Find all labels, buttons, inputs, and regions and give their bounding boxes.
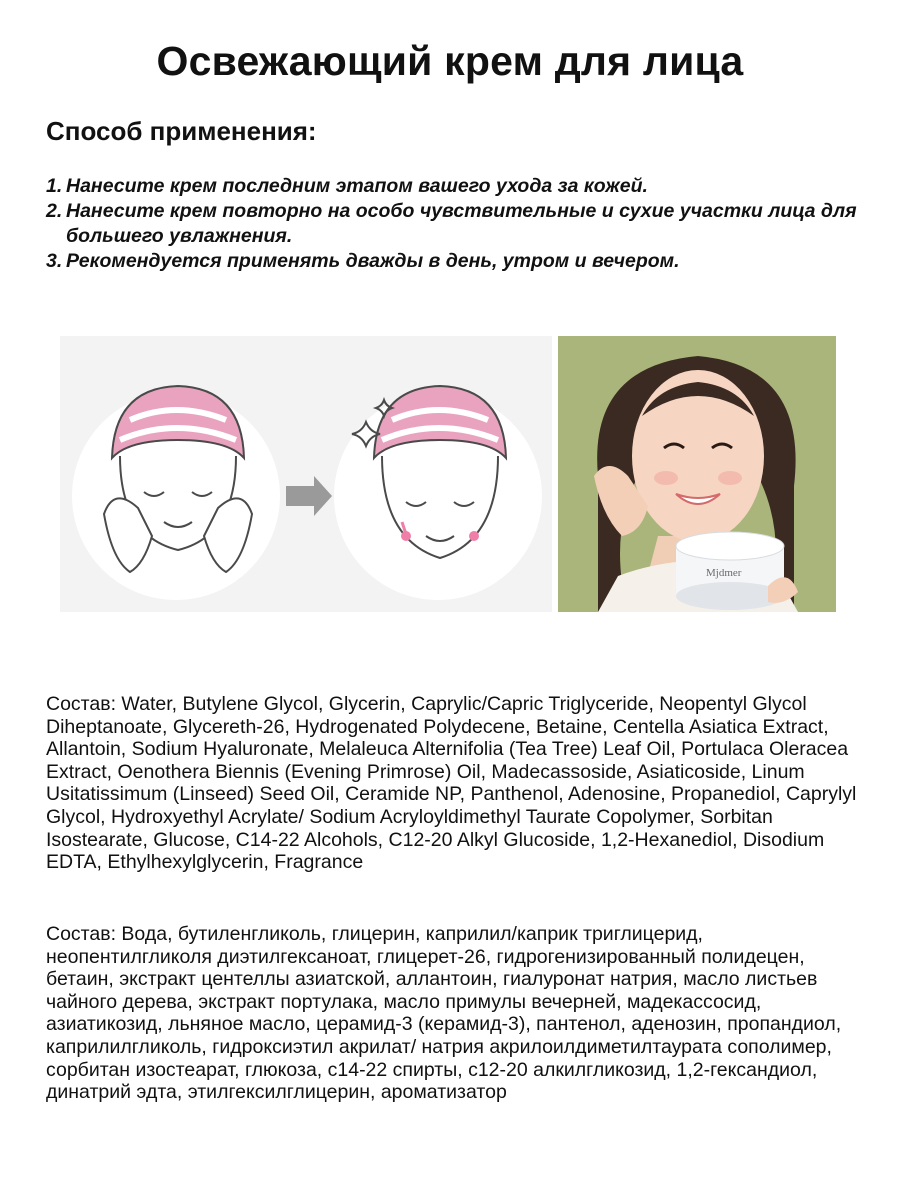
step-text: Нанесите крем повторно на особо чувствительные и сухие участки лица для большего увлажнения.: [66, 200, 857, 247]
page-title: Освежающий крем для лица: [156, 38, 744, 84]
jar-label: Mjdmer: [706, 567, 742, 579]
face-with-hands-illustration: [72, 386, 280, 600]
step-number: 1.: [46, 175, 63, 197]
usage-step: [46, 199, 866, 249]
refreshed-face-illustration: [334, 386, 542, 600]
usage-step: [46, 174, 866, 199]
step-number: 3.: [46, 250, 63, 272]
step-text: Рекомендуется применять дважды в день, утром и вечером.: [66, 250, 680, 272]
step-number: 2.: [46, 200, 63, 222]
usage-step: [46, 249, 866, 274]
model-photo: [558, 336, 836, 612]
ingredients-english: Состав: Water, Butylene Glycol, Glycerin, Caprylic/Capric Triglyceride, Neopentyl Glycol Diheptanoate, Glycereth-26, Hydrogenated Polydecene, Betaine, Centella Asiatica Extract, Allantoin, Sodium Hyaluronate, Melaleuca Alternifolia (Tea Tree) Leaf Oil, Portulaca Oleracea Extract, Oenothera Biennis (Evening Primrose) Oil, Madecassoside, Asiaticoside, Linum Usitatissimum (Linseed) Seed Oil, Ceramide NP, Panthenol, Adenosine, Propanediol, Caprylyl Glycol, Hydroxyethyl Acrylate/ Sodium Acryloyldimethyl Taurate Copolymer, Sorbitan Isostearate, Glucose, C14-22 Alcohols, C12-20 Alkyl Glucoside, 1,2-Hexanediol, Disodium EDTA, Ethylhexylglycerin, Fragrance: [46, 693, 857, 874]
ingredients-russian: Состав: Вода, бутиленгликоль, глицерин, каприлил/каприк триглицерид, неопентилгликоля диэтилгексаноат, глицерет-26, гидрогенизированный полидецен, бетаин, экстракт центеллы азиатской, аллантоин, гиалуронат натрия, масло листьев чайного дерева, экстракт портулака, масло примулы вечерней, мадекассосид, азиатикозид, льняное масло, церамид-3 (керамид-3), пантенол, аденозин, пропандиол, каприлилгликоль, гидроксиэтил акрилат/ натрия акрилоилдиметилтаурата сополимер, сорбитан изостеарат, глюкоза, с14-22 спирты, с12-20 алкилгликозид, 1,2-гександиол, динатрий эдта, этилгексилглицерин, ароматизатор: [46, 923, 842, 1104]
cream-jar: [676, 532, 784, 610]
step-text: Нанесите крем последним этапом вашего ухода за кожей.: [66, 175, 648, 197]
application-illustration: [60, 336, 552, 612]
usage-steps-list: [46, 174, 866, 274]
usage-heading: Способ применения:: [46, 116, 317, 146]
arrow-right-icon: [286, 476, 332, 516]
